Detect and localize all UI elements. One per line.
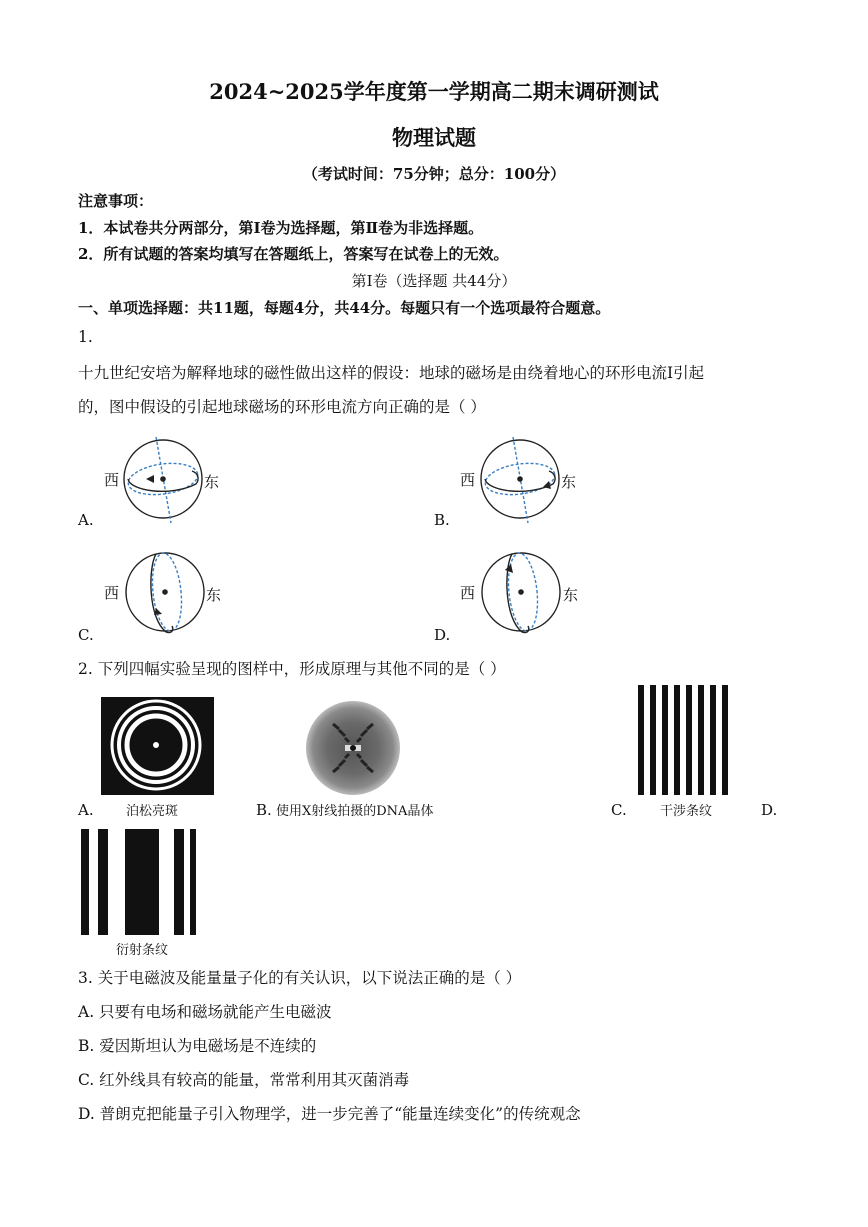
q3-option-c[interactable]: C. 红外线具有较高的能量，常常利用其灭菌消毒	[78, 1071, 410, 1089]
q3-option-a[interactable]: A. 只要有电场和磁场就能产生电磁波	[78, 1003, 332, 1021]
q1-option-c-diagram	[122, 548, 212, 638]
q2-option-a-caption: 泊松亮斑	[126, 804, 179, 819]
west-label: 西	[104, 584, 120, 602]
notes-heading: 注意事项：	[78, 192, 154, 210]
interference-fringes-image	[638, 685, 732, 795]
q3-stem: 3. 关于电磁波及能量量子化的有关认识，以下说法正确的是（ ）	[78, 969, 522, 987]
q1-option-b-letter[interactable]: B.	[434, 511, 450, 529]
west-label: 西	[460, 471, 476, 489]
q1-option-c-letter[interactable]: C.	[78, 626, 94, 644]
east-label: 东	[204, 473, 220, 491]
dna-xray-image	[305, 700, 401, 796]
q1-stem-line2: 的，图中假设的引起地球磁场的环形电流方向正确的是（ ）	[78, 398, 486, 416]
part-heading: 一、单项选择题：共11题，每题4分，共44分。每题只有一个选项最符合题意。	[78, 299, 611, 317]
q2-stem: 2. 下列四幅实验呈现的图样中，形成原理与其他不同的是（ ）	[78, 660, 506, 678]
q1-option-d-letter[interactable]: D.	[434, 626, 451, 644]
q2-option-d-caption: 衍射条纹	[116, 943, 169, 958]
west-label: 西	[104, 471, 120, 489]
east-label: 东	[563, 586, 579, 604]
east-label: 东	[561, 473, 577, 491]
diffraction-fringes-image	[81, 829, 197, 935]
q2-option-c-caption: 干涉条纹	[660, 804, 713, 819]
q1-option-a-letter[interactable]: A.	[78, 511, 94, 529]
exam-title: 2024~2025学年度第一学期高二期末调研测试	[209, 79, 659, 104]
q1-option-b-diagram	[477, 435, 567, 525]
note-item-1: 1．本试卷共分两部分，第Ⅰ卷为选择题，第Ⅱ卷为非选择题。	[78, 219, 484, 237]
q2-option-b-caption: 使用X射线拍摄的DNA晶体	[276, 804, 434, 819]
q1-number: 1.	[78, 328, 93, 346]
poisson-spot-image	[101, 697, 214, 795]
section-title: 第Ⅰ卷（选择题 共44分）	[351, 272, 517, 290]
q3-option-b[interactable]: B. 爱因斯坦认为电磁场是不连续的	[78, 1037, 317, 1055]
east-label: 东	[206, 586, 222, 604]
q3-option-d[interactable]: D. 普朗克把能量子引入物理学，进一步完善了“能量连续变化”的传统观念	[78, 1105, 581, 1123]
note-item-2: 2．所有试题的答案均填写在答题纸上，答案写在试卷上的无效。	[78, 245, 509, 263]
exam-info: （考试时间：75分钟；总分：100分）	[302, 165, 566, 183]
q2-option-b-letter[interactable]: B.	[256, 801, 272, 819]
q2-option-c-letter[interactable]: C.	[611, 801, 627, 819]
q1-stem-line1: 十九世纪安培为解释地球的磁性做出这样的假设：地球的磁场是由绕着地心的环形电流I引起	[78, 364, 705, 382]
west-label: 西	[460, 584, 476, 602]
q1-option-d-diagram	[478, 548, 568, 638]
q2-option-d-letter[interactable]: D.	[761, 801, 778, 819]
subject-title: 物理试题	[392, 125, 476, 150]
q2-option-a-letter[interactable]: A.	[78, 801, 94, 819]
q1-option-a-diagram	[120, 435, 210, 525]
